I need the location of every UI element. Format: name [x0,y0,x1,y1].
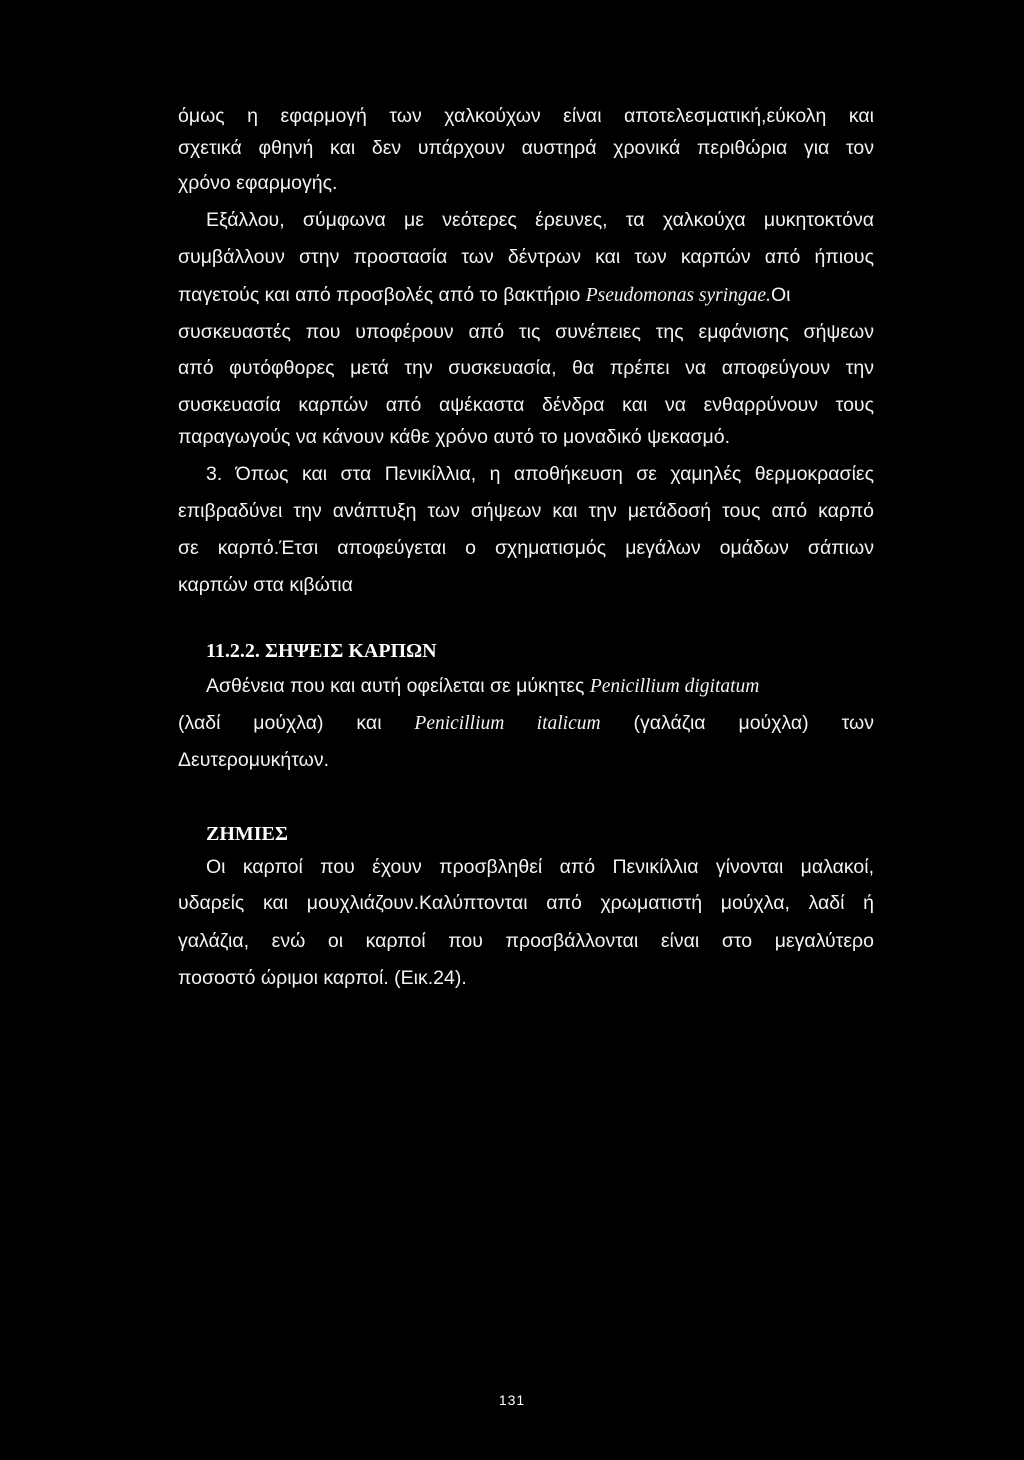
text-line: όμως η εφαρμογή των χαλκούχων είναι αποτελεσματική,εύκολη και [178,105,874,127]
text-segment: Ασθένεια που και αυτή οφείλεται σε μύκητες [206,675,590,697]
text-line: χρόνο εφαρμογής. [178,172,338,194]
species-name: Pseudomonas syringae. [585,285,771,306]
text-line: 3. Όπως και στα Πενικίλλια, η αποθήκευση σε χαμηλές θερμοκρασίες [206,463,874,485]
text-line [178,711,874,736]
text-line: σε καρπό.Έτσι αποφεύγεται ο σχηματισμός μεγάλων ομάδων σάπιων [178,537,874,559]
text-line: από φυτόφθορες μετά την συσκευασία, θα πρέπει να αποφεύγουν την [178,357,874,379]
text-line: Εξάλλου, σύμφωνα με νεότερες έρευνες, τα χαλκούχα μυκητοκτόνα [206,209,874,231]
text-line: σχετικά φθηνή και δεν υπάρχουν αυστηρά χρονικά περιθώρια για τον [178,137,874,159]
text-line: Οι καρποί που έχουν προσβληθεί από Πενικίλλια γίνονται μαλακοί, [206,856,874,878]
subheading: ΖΗΜΙΕΣ [206,823,288,845]
species-name: Penicillium digitatum [589,676,760,697]
text-line: συμβάλλουν στην προστασία των δέντρων και των καρπών από ήπιους [178,246,874,268]
text-line: επιβραδύνει την ανάπτυξη των σήψεων και την μετάδοσή τους από καρπό [178,500,874,522]
page-number: 131 [498,1392,526,1408]
text-line: γαλάζια, ενώ οι καρποί που προσβάλλονται είναι στο μεγαλύτερο [178,930,874,952]
text-line: παραγωγούς να κάνουν κάθε χρόνο αυτό το μοναδικό ψεκασμό. [178,426,731,448]
text-line: υδαρείς και μουχλιάζουν.Καλύπτονται από χρωματιστή μούχλα, λαδί ή [178,892,874,914]
species-name: Penicillium italicum [414,713,601,734]
section-heading: 11.2.2. ΣΗΨΕΙΣ ΚΑΡΠΩΝ [206,640,437,662]
text-line [206,674,874,699]
text-line: καρπών στα κιβώτια [178,574,353,596]
text-line [178,283,874,308]
text-line: συσκευασία καρπών από αψέκαστα δένδρα και να ενθαρρύνουν τους [178,394,874,416]
text-segment: (γαλάζια μούχλα) των [600,712,874,734]
text-line: ποσοστό ώριμοι καρποί. (Εικ.24). [178,967,467,989]
text-segment: Οι [770,284,791,306]
text-line: συσκευαστές που υποφέρουν από τις συνέπειες της εμφάνισης σήψεων [178,321,874,343]
text-segment: (λαδί μούχλα) και [178,712,415,734]
text-segment: παγετούς και από προσβολές από το βακτήριο [178,284,586,306]
text-line: Δευτερομυκήτων. [178,749,330,771]
